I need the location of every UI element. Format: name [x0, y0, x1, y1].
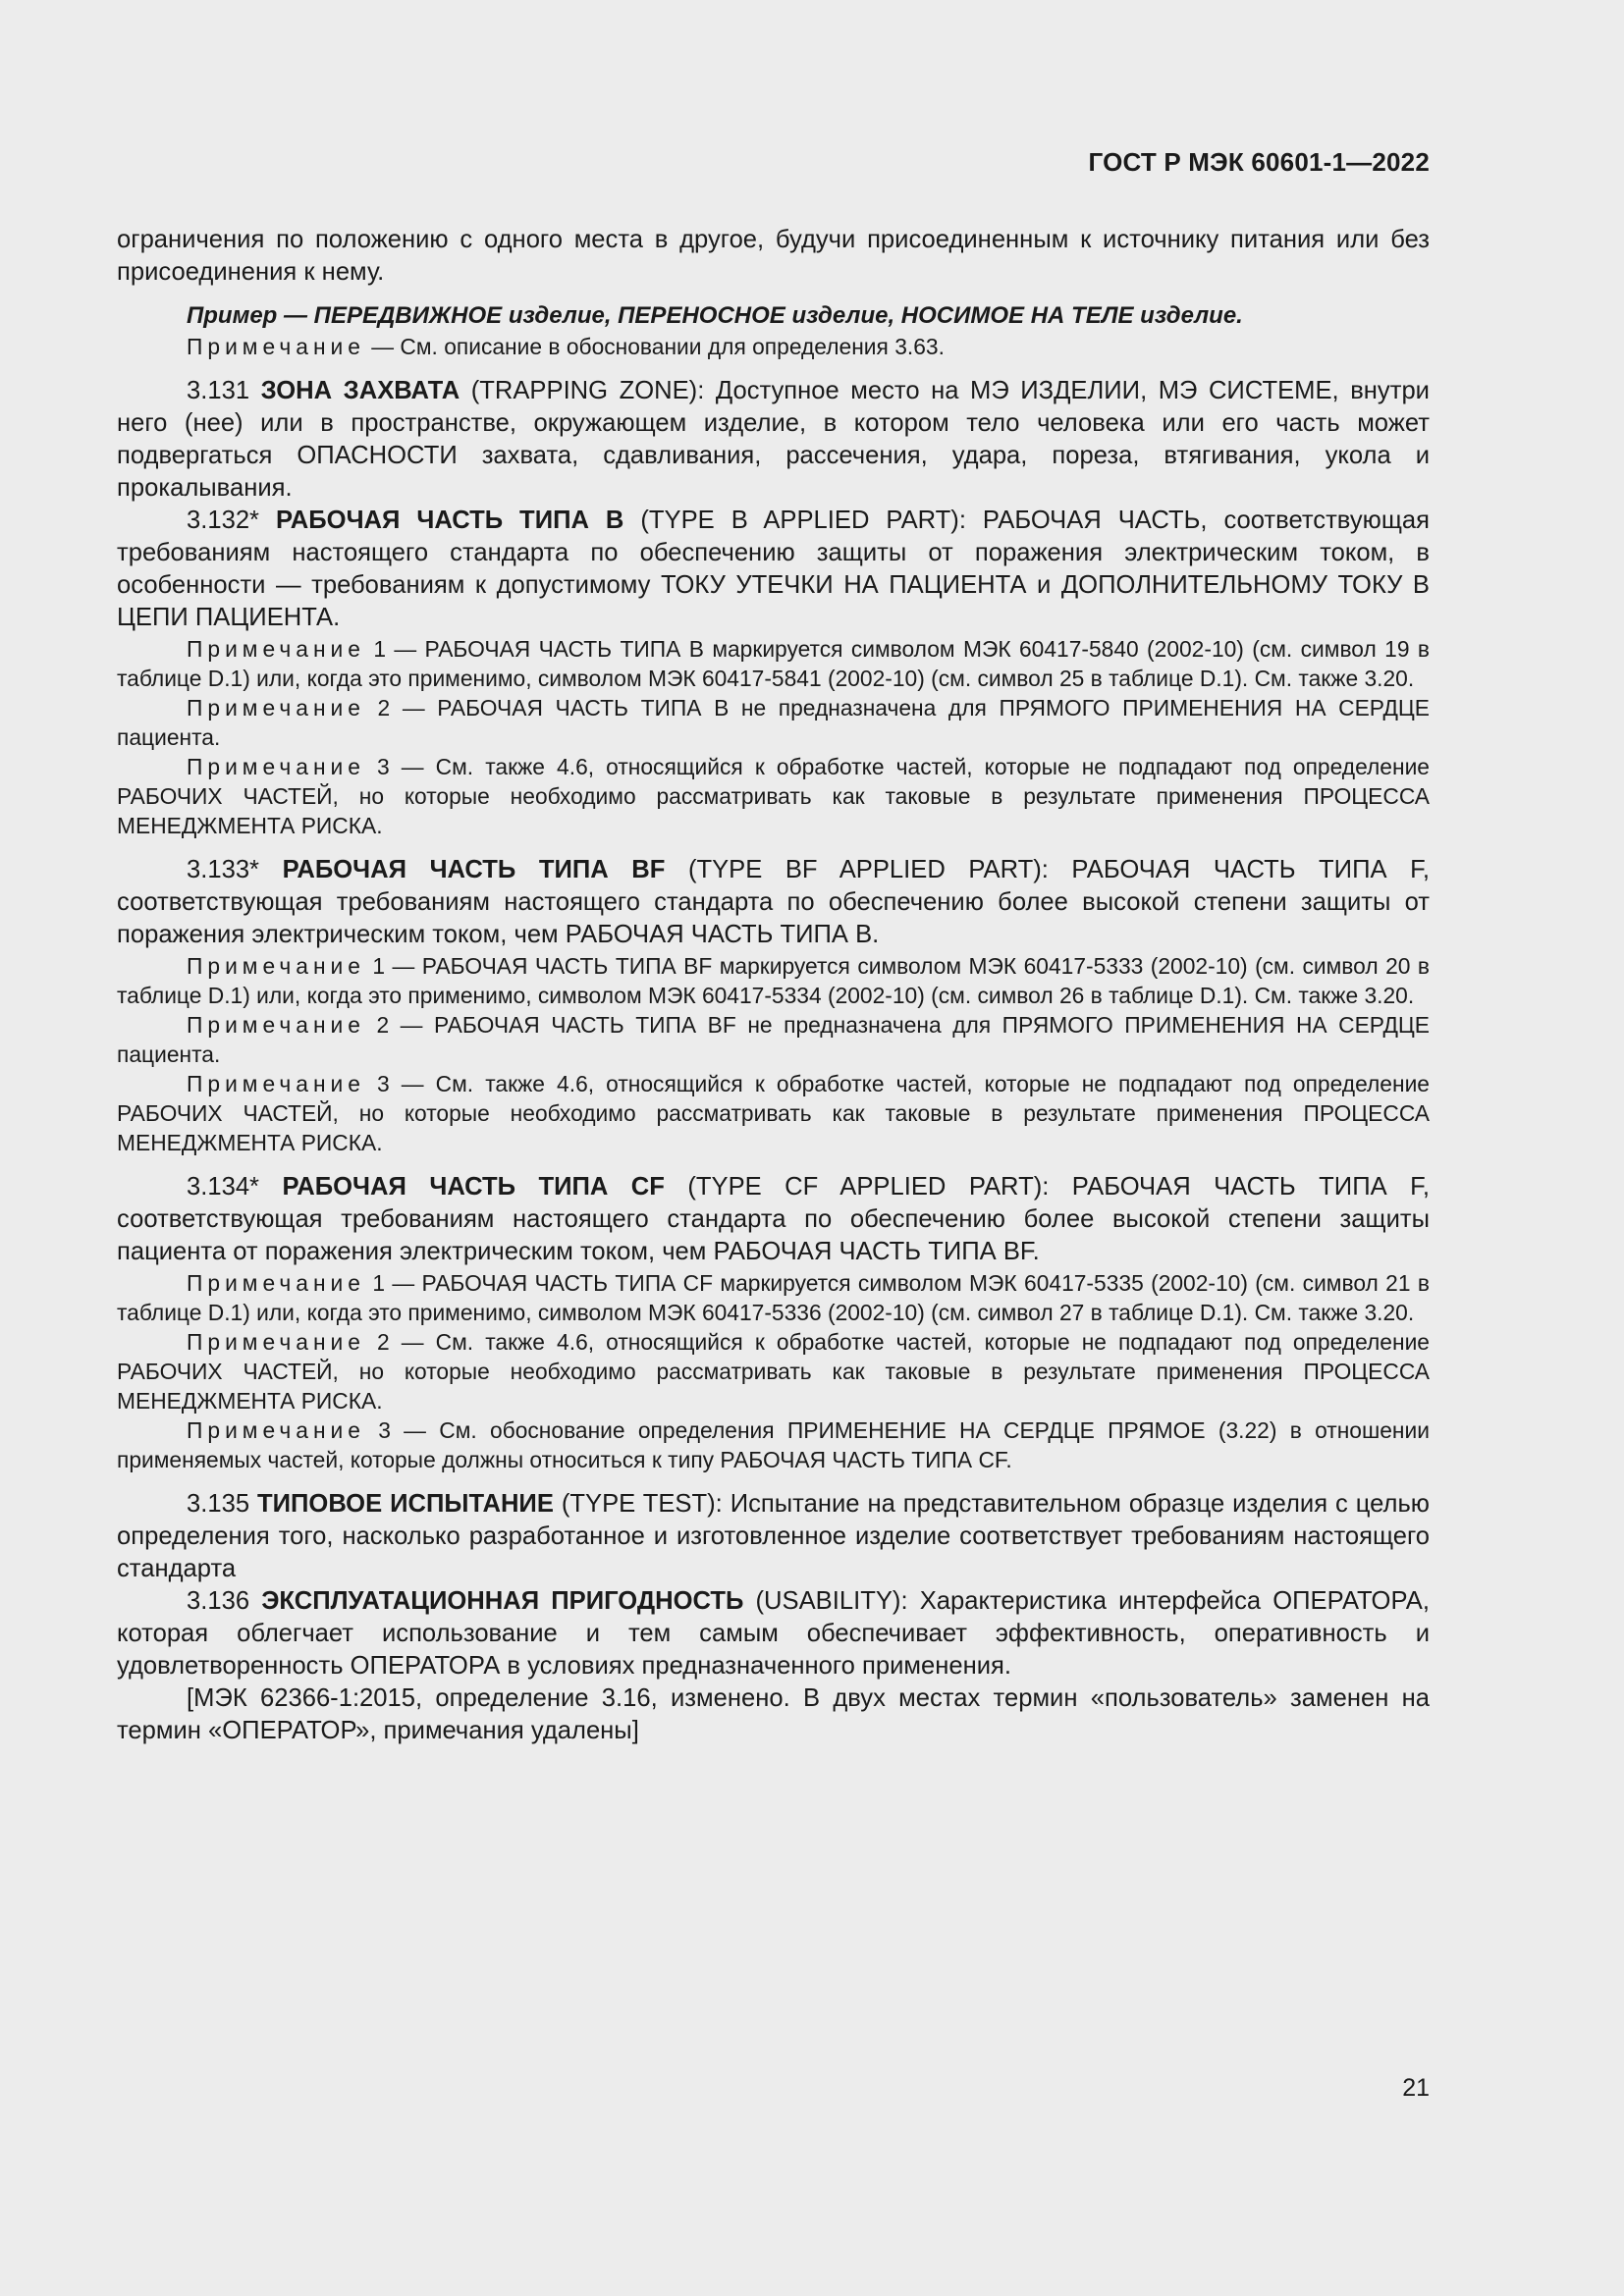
- definition-text: (USABILITY): Характеристика интерфейса ОПЕРАТОРА, которая облегчает использование и тем самым обеспечивает эффективность, оперативность и удовлетворенность ОПЕРАТОРА в условиях предназначенного применения.: [117, 1587, 1430, 1680]
- note-text: 3 — См. также 4.6, относящийся к обработке частей, которые не подпадают под определение РАБОЧИХ ЧАСТЕЙ, но которые необходимо рассматривать как таковые в результате применения ПРОЦЕССА МЕНЕДЖМЕНТА РИСКА.: [117, 1071, 1430, 1155]
- note-label: Примечание: [187, 1012, 365, 1038]
- definition-term: ЗОНА ЗАХВАТА: [260, 377, 460, 404]
- note-label: Примечание: [187, 953, 365, 979]
- note-label: Примечание: [187, 1329, 365, 1355]
- definition-text: (TYPE B APPLIED PART): РАБОЧАЯ ЧАСТЬ, соответствующая требованиям настоящего стандарта по обеспечению защиты от поражения электрическим током, в особенности — требованиям к допустимому ТОКУ УТЕЧКИ НА ПАЦИЕНТА и ДОПОЛНИТЕЛЬНОМУ ТОКУ В ЦЕПИ ПАЦИЕНТА.: [117, 507, 1430, 631]
- note-text: 1 — РАБОЧАЯ ЧАСТЬ ТИПА BF маркируется символом МЭК 60417-5333 (2002-10) (см. символ 20 в таблице D.1) или, когда это применимо, символом МЭК 60417-5334 (2002-10) (см. символ 26 в таблице D.1). См. также 3.20.: [117, 953, 1430, 1008]
- note-intro: [117, 332, 1430, 361]
- definition-term: РАБОЧАЯ ЧАСТЬ ТИПА CF: [282, 1173, 665, 1201]
- page-number: 21: [1402, 2074, 1430, 2102]
- definition-term: РАБОЧАЯ ЧАСТЬ ТИПА В: [275, 507, 624, 534]
- definition-3-133: [117, 854, 1430, 951]
- note-label: Примечание: [187, 334, 365, 359]
- note-3-133-3: [117, 1069, 1430, 1157]
- definition-3-136: [117, 1585, 1430, 1682]
- note-3-132-2: [117, 693, 1430, 752]
- definition-number: 3.133*: [187, 856, 283, 883]
- note-label: Примечание: [187, 695, 365, 721]
- note-label: Примечание: [187, 636, 365, 662]
- note-3-134-2: [117, 1327, 1430, 1415]
- note-text: 3 — См. также 4.6, относящийся к обработке частей, которые не подпадают под определение РАБОЧИХ ЧАСТЕЙ, но которые необходимо рассматривать как таковые в результате применения ПРОЦЕССА МЕНЕДЖМЕНТА РИСКА.: [117, 754, 1430, 838]
- definition-number: 3.135: [187, 1490, 257, 1518]
- definition-number: 3.132*: [187, 507, 276, 534]
- definition-source: [МЭК 62366-1:2015, определение 3.16, изменено. В двух местах термин «пользователь» заменен на термин «ОПЕРАТОР», примечания удалены]: [117, 1684, 1430, 1744]
- page-body: [117, 224, 1430, 1747]
- definition-term: ЭКСПЛУАТАЦИОННАЯ ПРИГОДНОСТЬ: [261, 1587, 744, 1615]
- note-text: 2 — См. также 4.6, относящийся к обработке частей, которые не подпадают под определение РАБОЧИХ ЧАСТЕЙ, но которые необходимо рассматривать как таковые в результате применения ПРОЦЕССА МЕНЕДЖМЕНТА РИСКА.: [117, 1329, 1430, 1414]
- note-text: 3 — См. обоснование определения ПРИМЕНЕНИЕ НА СЕРДЦЕ ПРЯМОЕ (3.22) в отношении применяемых частей, которые должны относиться к типу РАБОЧАЯ ЧАСТЬ ТИПА CF.: [117, 1417, 1430, 1472]
- note-3-134-1: [117, 1268, 1430, 1327]
- definition-number: 3.134*: [187, 1173, 283, 1201]
- definition-text: (TYPE TEST): Испытание на представительном образце изделия с целью определения того, насколько разработанное и изготовленное изделие соответствует требованиям настоящего стандарта: [117, 1490, 1430, 1582]
- note-text: — См. описание в обосновании для определения 3.63.: [364, 334, 945, 359]
- definition-3-135: [117, 1488, 1430, 1585]
- definition-3-131: [117, 375, 1430, 505]
- definition-number: 3.131: [187, 377, 261, 404]
- definition-text: (TYPE BF APPLIED PART): РАБОЧАЯ ЧАСТЬ ТИПА F, соответствующая требованиям настоящего стандарта по обеспечению более высокой степени защиты от поражения электрическим током, чем РАБОЧАЯ ЧАСТЬ ТИПА В.: [117, 856, 1430, 948]
- note-text: 1 — РАБОЧАЯ ЧАСТЬ ТИПА В маркируется символом МЭК 60417-5840 (2002-10) (см. символ 19 в таблице D.1) или, когда это применимо, символом МЭК 60417-5841 (2002-10) (см. символ 25 в таблице D.1). См. также 3.20.: [117, 636, 1430, 691]
- note-text: 2 — РАБОЧАЯ ЧАСТЬ ТИПА BF не предназначена для ПРЯМОГО ПРИМЕНЕНИЯ НА СЕРДЦЕ пациента.: [117, 1012, 1430, 1067]
- intro-paragraph: ограничения по положению с одного места в другое, будучи присоединенным к источнику питания или без присоединения к нему.: [117, 226, 1430, 286]
- definition-text: (TRAPPING ZONE): Доступное место на МЭ ИЗДЕЛИИ, МЭ СИСТЕМЕ, внутри него (нее) или в пространстве, окружающем изделие, в котором тело человека или его часть может подвергаться ОПАСНОСТИ захвата, сдавливания, рассечения, удара, пореза, втягивания, укола и прокалывания.: [117, 377, 1430, 502]
- note-3-134-3: [117, 1415, 1430, 1474]
- note-3-132-3: [117, 752, 1430, 840]
- standard-header: ГОСТ Р МЭК 60601-1—2022: [1088, 147, 1430, 177]
- note-label: Примечание: [187, 754, 365, 779]
- note-label: Примечание: [187, 1071, 365, 1096]
- note-3-132-1: [117, 634, 1430, 693]
- note-label: Примечание: [187, 1417, 365, 1443]
- definition-text: (TYPE CF APPLIED PART): РАБОЧАЯ ЧАСТЬ ТИПА F, соответствующая требованиям настоящего стандарта по обеспечению более высокой степени защиты пациента от поражения электрическим током, чем РАБОЧАЯ ЧАСТЬ ТИПА BF.: [117, 1173, 1430, 1265]
- note-text: 1 — РАБОЧАЯ ЧАСТЬ ТИПА CF маркируется символом МЭК 60417-5335 (2002-10) (см. символ 21 в таблице D.1) или, когда это применимо, символом МЭК 60417-5336 (2002-10) (см. символ 27 в таблице D.1). См. также 3.20.: [117, 1270, 1430, 1325]
- definition-3-132: [117, 505, 1430, 634]
- note-label: Примечание: [187, 1270, 365, 1296]
- note-3-133-1: [117, 951, 1430, 1010]
- note-text: 2 — РАБОЧАЯ ЧАСТЬ ТИПА В не предназначена для ПРЯМОГО ПРИМЕНЕНИЯ НА СЕРДЦЕ пациента.: [117, 695, 1430, 750]
- definition-term: РАБОЧАЯ ЧАСТЬ ТИПА BF: [282, 856, 666, 883]
- example-paragraph: Пример — ПЕРЕДВИЖНОЕ изделие, ПЕРЕНОСНОЕ изделие, НОСИМОЕ НА ТЕЛЕ изделие.: [187, 302, 1243, 329]
- definition-3-134: [117, 1171, 1430, 1268]
- note-3-133-2: [117, 1010, 1430, 1069]
- definition-number: 3.136: [187, 1587, 262, 1615]
- definition-term: ТИПОВОЕ ИСПЫТАНИЕ: [257, 1490, 554, 1518]
